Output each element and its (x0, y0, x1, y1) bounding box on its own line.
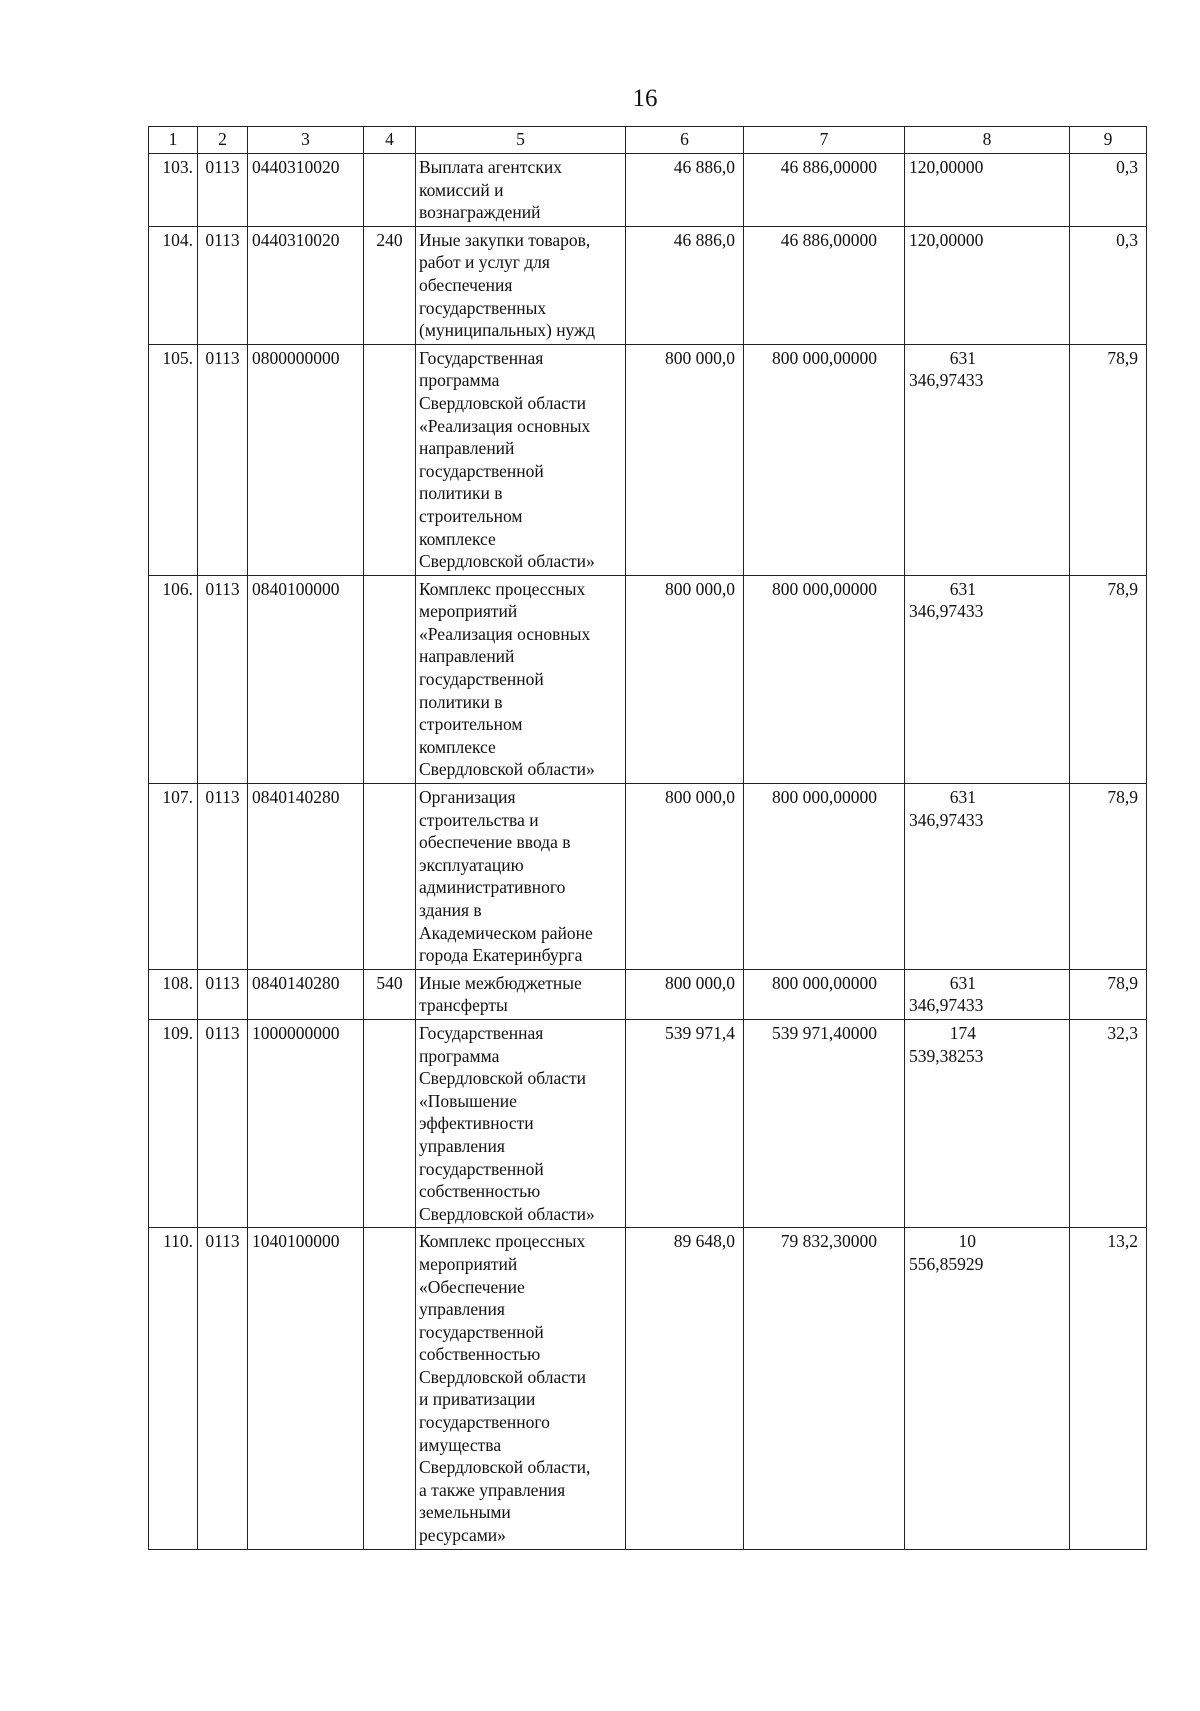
section-code: 0113 (198, 344, 248, 575)
item-name (416, 1019, 626, 1227)
page-number: 16 (632, 85, 658, 112)
item-name (416, 575, 626, 783)
refined-amount: 800 000,00000 (744, 575, 905, 783)
target-article-code: 0840100000 (248, 575, 364, 783)
executed-amount: 631 346,97433 (905, 784, 1070, 970)
planned-amount: 800 000,0 (626, 344, 744, 575)
refined-amount: 46 886,00000 (744, 154, 905, 227)
expense-type-code: 540 (364, 969, 416, 1019)
refined-amount: 800 000,00000 (744, 344, 905, 575)
item-name-text: Комплекс процессных мероприятий «Обеспечение управления государственной собственностью Свердловской области и приватизации государственного имущества Свердловской области, а также управления земельными ресурсами» (419, 1231, 591, 1546)
refined-amount: 79 832,30000 (744, 1228, 905, 1549)
item-name-text: Иные межбюджетные трансферты (419, 972, 582, 1016)
target-article-code: 1000000000 (248, 1019, 364, 1227)
expense-type-code (364, 784, 416, 970)
expense-type-code (364, 344, 416, 575)
refined-amount: 800 000,00000 (744, 969, 905, 1019)
planned-amount: 800 000,0 (626, 969, 744, 1019)
table-row (149, 969, 1147, 1019)
execution-percent: 0,3 (1070, 154, 1147, 227)
execution-percent: 78,9 (1070, 575, 1147, 783)
header-row (149, 127, 1147, 154)
expense-type-code: 240 (364, 226, 416, 344)
column-header-6: 6 (626, 127, 744, 154)
section-code: 0113 (198, 1228, 248, 1549)
column-header-2: 2 (198, 127, 248, 154)
item-name-text: Организация строительства и обеспечение ввода в эксплуатацию административного здания в Академическом районе города Екатеринбурга (419, 787, 593, 966)
executed-amount: 174 539,38253 (905, 1019, 1070, 1227)
planned-amount: 800 000,0 (626, 575, 744, 783)
execution-percent: 78,9 (1070, 784, 1147, 970)
row-number: 108. (149, 969, 198, 1019)
item-name (416, 1228, 626, 1549)
column-header-5: 5 (416, 127, 626, 154)
column-header-1: 1 (149, 127, 198, 154)
column-header-8: 8 (905, 127, 1070, 154)
executed-amount: 631 346,97433 (905, 575, 1070, 783)
table-row (149, 784, 1147, 970)
row-number: 104. (149, 226, 198, 344)
execution-percent: 13,2 (1070, 1228, 1147, 1549)
expense-type-code (364, 1228, 416, 1549)
item-name-text: Выплата агентских комиссий и вознаграждений (419, 157, 562, 223)
table-row (149, 575, 1147, 783)
planned-amount: 800 000,0 (626, 784, 744, 970)
refined-amount: 539 971,40000 (744, 1019, 905, 1227)
planned-amount: 89 648,0 (626, 1228, 744, 1549)
column-header-9: 9 (1070, 127, 1147, 154)
table-row (149, 226, 1147, 344)
item-name (416, 226, 626, 344)
executed-amount: 631 346,97433 (905, 969, 1070, 1019)
planned-amount: 46 886,0 (626, 154, 744, 227)
row-number: 105. (149, 344, 198, 575)
target-article-code: 0840140280 (248, 784, 364, 970)
section-code: 0113 (198, 969, 248, 1019)
section-code: 0113 (198, 154, 248, 227)
target-article-code: 1040100000 (248, 1228, 364, 1549)
column-header-7: 7 (744, 127, 905, 154)
executed-amount: 120,00000 (905, 154, 1070, 227)
execution-percent: 32,3 (1070, 1019, 1147, 1227)
planned-amount: 539 971,4 (626, 1019, 744, 1227)
row-number: 109. (149, 1019, 198, 1227)
target-article-code: 0440310020 (248, 154, 364, 227)
table-row (149, 344, 1147, 575)
execution-percent: 78,9 (1070, 344, 1147, 575)
planned-amount: 46 886,0 (626, 226, 744, 344)
section-code: 0113 (198, 226, 248, 344)
item-name (416, 784, 626, 970)
item-name (416, 969, 626, 1019)
item-name (416, 344, 626, 575)
expense-type-code (364, 1019, 416, 1227)
executed-amount: 10 556,85929 (905, 1228, 1070, 1549)
target-article-code: 0440310020 (248, 226, 364, 344)
table-row (149, 1019, 1147, 1227)
expense-type-code (364, 575, 416, 783)
row-number: 107. (149, 784, 198, 970)
section-code: 0113 (198, 575, 248, 783)
refined-amount: 800 000,00000 (744, 784, 905, 970)
row-number: 103. (149, 154, 198, 227)
item-name-text: Иные закупки товаров, работ и услуг для обеспечения государственных (муниципальных) нужд (419, 229, 596, 341)
item-name-text: Комплекс процессных мероприятий «Реализация основных направлений государственной политики в строительном комплексе Свердловской области» (419, 578, 595, 780)
target-article-code: 0840140280 (248, 969, 364, 1019)
item-name (416, 154, 626, 227)
section-code: 0113 (198, 784, 248, 970)
executed-amount: 631 346,97433 (905, 344, 1070, 575)
execution-percent: 78,9 (1070, 969, 1147, 1019)
executed-amount: 120,00000 (905, 226, 1070, 344)
column-header-4: 4 (364, 127, 416, 154)
row-number: 106. (149, 575, 198, 783)
target-article-code: 0800000000 (248, 344, 364, 575)
item-name-text: Государственная программа Свердловской области «Реализация основных направлений государственной политики в строительном комплексе Свердловской области» (419, 347, 595, 572)
item-name-text: Государственная программа Свердловской области «Повышение эффективности управления государственной собственностью Свердловской области» (419, 1022, 595, 1224)
refined-amount: 46 886,00000 (744, 226, 905, 344)
expense-type-code (364, 154, 416, 227)
table-row (149, 1228, 1147, 1549)
column-header-3: 3 (248, 127, 364, 154)
table-row (149, 154, 1147, 227)
section-code: 0113 (198, 1019, 248, 1227)
execution-percent: 0,3 (1070, 226, 1147, 344)
budget-table (148, 126, 1147, 1550)
row-number: 110. (149, 1228, 198, 1549)
